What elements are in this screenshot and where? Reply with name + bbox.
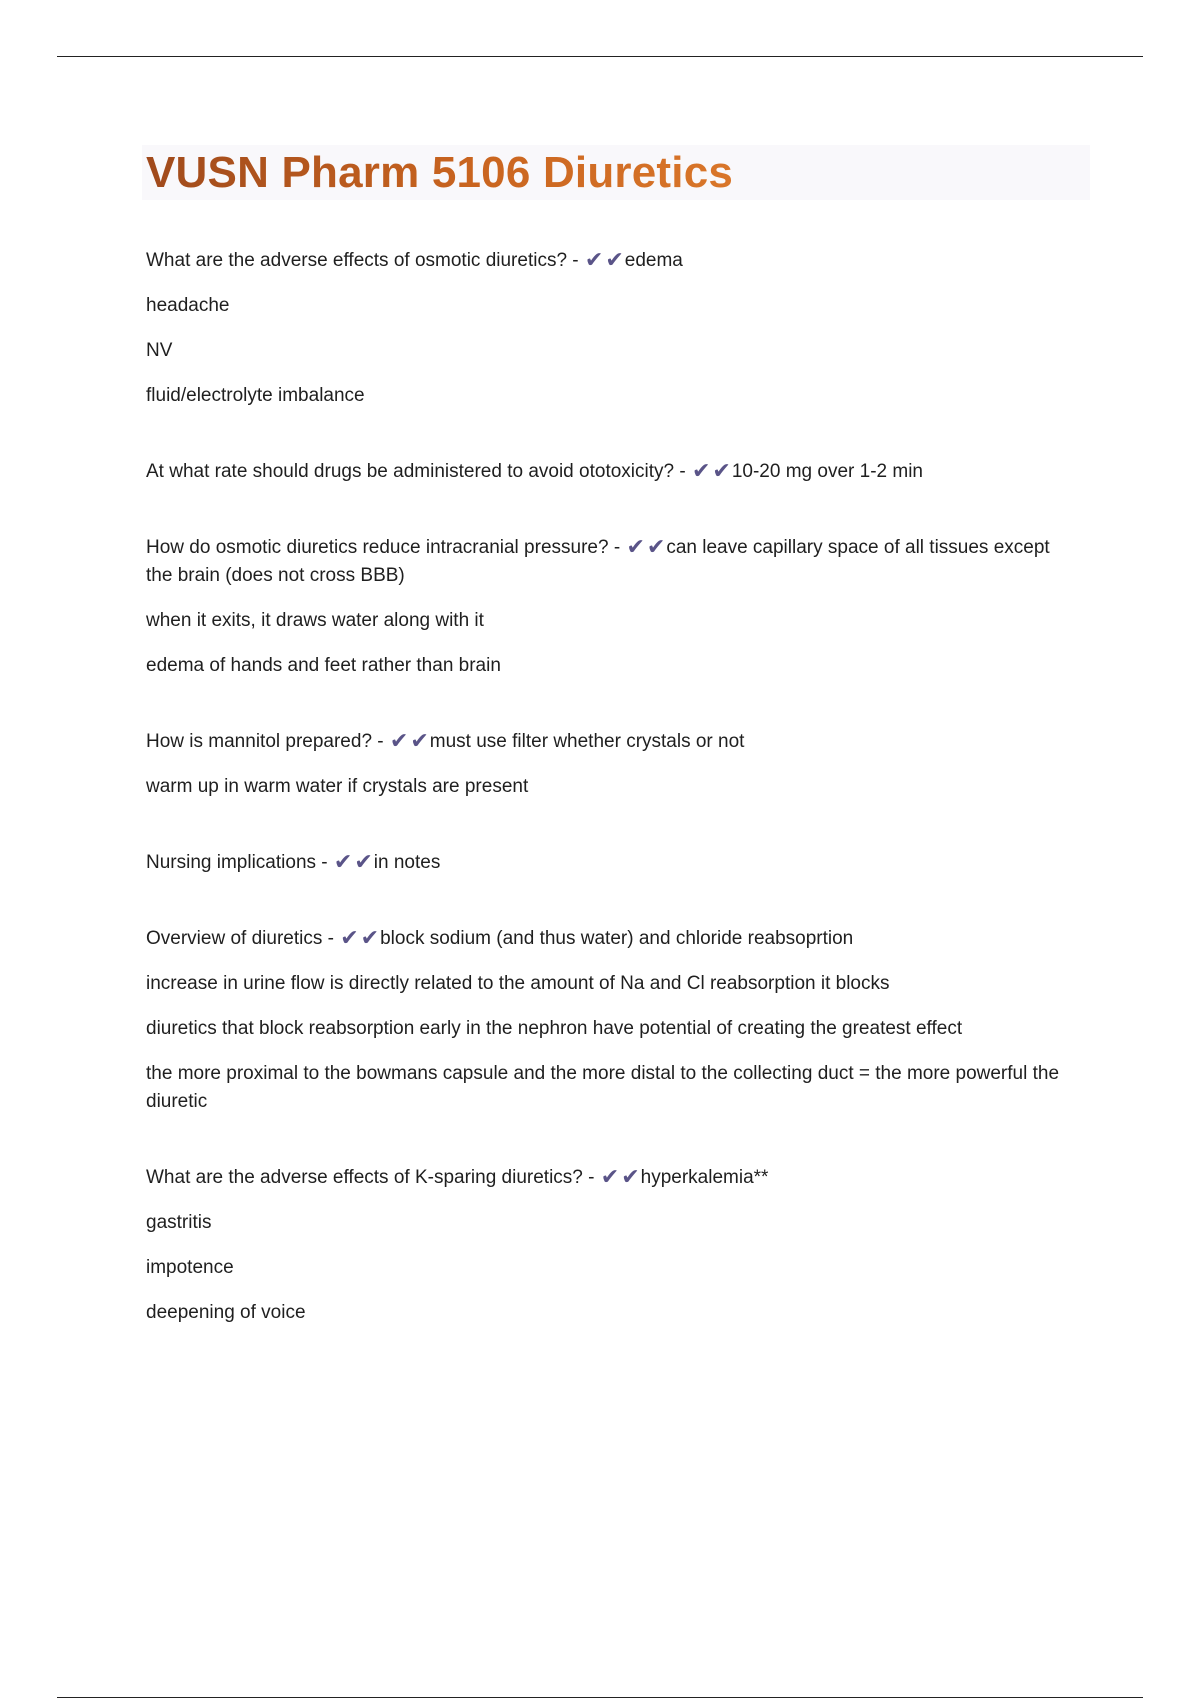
- flashcard-answer-line: gastritis: [146, 1212, 212, 1233]
- check-mark-icon: ✔: [389, 728, 409, 753]
- flashcard: [146, 1164, 1076, 1327]
- flashcard-question: Nursing implications -: [146, 852, 328, 873]
- flashcard-question: What are the adverse effects of osmotic diuretics? -: [146, 250, 579, 271]
- flashcard-answer: can leave capillary space of all tissues except the brain (does not cross BBB): [146, 537, 1050, 586]
- header-rule: [57, 56, 1143, 57]
- flashcard-answer: must use filter whether crystals or not: [429, 731, 745, 752]
- check-mark-icon: ✔: [340, 925, 359, 950]
- check-mark-icon: ✔: [646, 534, 666, 559]
- flashcard-answer-line: impotence: [146, 1257, 234, 1278]
- flashcard-answer-line: the more proximal to the bowmans capsule and the more distal to the collecting duct = the more powerful the diuretic: [146, 1063, 1060, 1112]
- flashcard-answer-line: NV: [146, 340, 173, 361]
- flashcard-answer-line: when it exits, it draws water along with it: [146, 610, 484, 631]
- check-mark-icon: ✔: [605, 247, 624, 272]
- flashcard-question: How do osmotic diuretics reduce intracranial pressure? -: [146, 537, 621, 558]
- footer-rule: [57, 1697, 1143, 1698]
- flashcard-question-line: [146, 1164, 1076, 1192]
- flashcard-answer-line: warm up in warm water if crystals are present: [146, 776, 529, 797]
- flashcard-answer: in notes: [373, 852, 441, 873]
- flashcard: [146, 849, 1076, 877]
- flashcard-answer: 10-20 mg over 1-2 min: [731, 461, 923, 482]
- flashcard-answer-line: increase in urine flow is directly related to the amount of Na and Cl reabsorption it blocks: [146, 973, 890, 994]
- flashcard-answer: block sodium (and thus water) and chloride reabsoprtion: [380, 928, 854, 949]
- check-mark-icon: ✔: [410, 728, 429, 753]
- check-mark-icon: ✔: [584, 247, 604, 272]
- check-mark-icon: ✔: [691, 458, 711, 483]
- flashcard-answer-line: edema of hands and feet rather than brain: [146, 655, 501, 676]
- check-mark-icon: ✔: [621, 1164, 640, 1189]
- check-mark-icon: ✔: [360, 925, 380, 950]
- flashcard: [146, 247, 1076, 410]
- flashcard-answer-line: diuretics that block reabsorption early in the nephron have potential of creating the greatest effect: [146, 1018, 963, 1039]
- check-mark-icon: ✔: [333, 849, 353, 874]
- flashcard-question-line: [146, 534, 1076, 590]
- check-mark-icon: ✔: [600, 1164, 620, 1189]
- check-mark-icon: ✔: [712, 458, 731, 483]
- flashcard-question-line: [146, 458, 1076, 486]
- flashcard: [146, 534, 1076, 680]
- flashcard-question: At what rate should drugs be administered to avoid ototoxicity? -: [146, 461, 686, 482]
- flashcard: [146, 458, 1076, 486]
- flashcard-question-line: [146, 849, 1076, 877]
- flashcard-answer: hyperkalemia**: [640, 1167, 769, 1188]
- check-mark-icon: ✔: [354, 849, 373, 874]
- flashcard-question-line: [146, 247, 1076, 275]
- flashcard-question-line: [146, 925, 1076, 953]
- flashcard-question: How is mannitol prepared? -: [146, 731, 384, 752]
- flashcard-answer-line: headache: [146, 295, 230, 316]
- flashcard-list: [146, 247, 1076, 1375]
- flashcard-question-line: [146, 728, 1076, 756]
- flashcard: [146, 925, 1076, 1116]
- check-mark-icon: ✔: [626, 534, 645, 559]
- flashcard-answer-line: fluid/electrolyte imbalance: [146, 385, 365, 406]
- flashcard-answer-line: deepening of voice: [146, 1302, 306, 1323]
- flashcard: [146, 728, 1076, 801]
- document-title: VUSN Pharm 5106 Diuretics: [146, 146, 733, 200]
- flashcard-answer: edema: [624, 250, 683, 271]
- flashcard-question: Overview of diuretics -: [146, 928, 334, 949]
- flashcard-question: What are the adverse effects of K-sparing diuretics? -: [146, 1167, 595, 1188]
